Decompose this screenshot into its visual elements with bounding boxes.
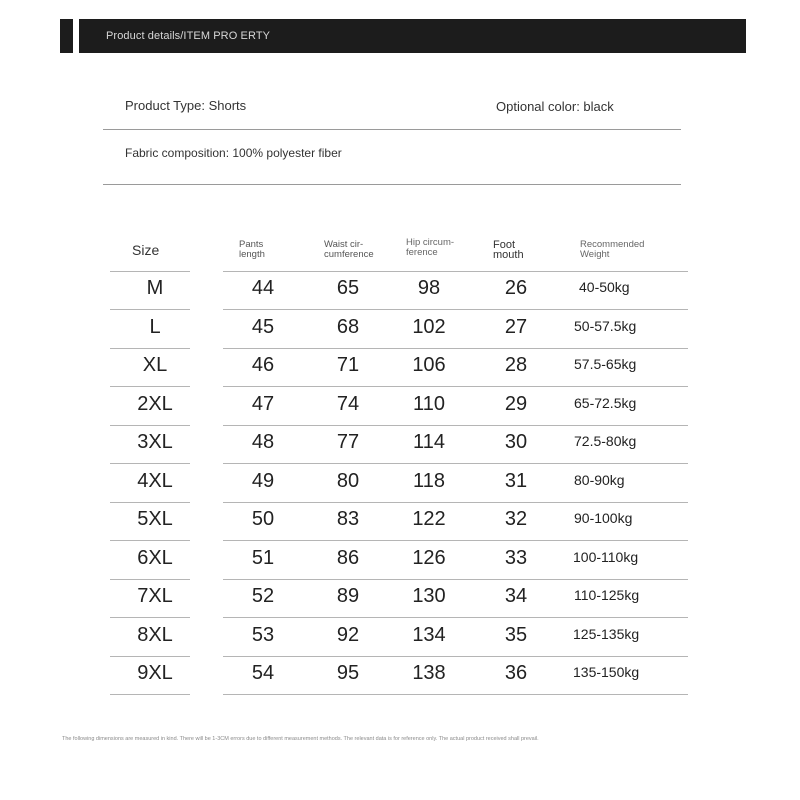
cell-recommended-weight: 65-72.5kg (574, 394, 637, 411)
divider (103, 184, 681, 185)
cell-recommended-weight: 110-125kg (574, 587, 640, 603)
row-divider (223, 502, 688, 503)
cell-pants-length: 52 (251, 585, 275, 607)
cell-pants-length: 45 (251, 315, 275, 338)
cell-waist: 89 (336, 585, 360, 607)
header-divider (223, 271, 688, 272)
row-divider (223, 348, 688, 349)
cell-size: M (146, 277, 164, 299)
row-divider (223, 425, 688, 426)
cell-foot-mouth: 35 (504, 623, 528, 646)
cell-size: 7XL (137, 585, 173, 607)
cell-hip: 126 (412, 546, 446, 569)
cell-recommended-weight: 100-110kg (573, 548, 639, 565)
row-divider (110, 425, 190, 426)
cell-recommended-weight: 57.5-65kg (574, 356, 637, 372)
cell-waist: 68 (336, 315, 360, 338)
cell-size: 8XL (137, 623, 173, 646)
cell-waist: 77 (336, 431, 360, 453)
cell-pants-length: 51 (251, 546, 275, 569)
cell-foot-mouth: 32 (504, 508, 528, 530)
cell-foot-mouth: 26 (504, 277, 528, 299)
cell-size: 2XL (137, 392, 173, 415)
cell-size: 3XL (137, 431, 173, 453)
cell-waist: 83 (336, 508, 360, 530)
row-divider (110, 386, 190, 387)
row-divider (110, 617, 190, 618)
cell-waist: 95 (336, 662, 360, 684)
cell-waist: 86 (336, 546, 360, 569)
banner-title: Product details/ITEM PRO ERTY (106, 30, 271, 42)
cell-waist: 65 (336, 277, 360, 299)
cell-hip: 98 (417, 277, 441, 299)
cell-waist: 80 (336, 469, 360, 492)
cell-hip: 114 (413, 431, 445, 453)
row-divider (223, 656, 688, 657)
cell-size: 9XL (137, 662, 173, 684)
cell-recommended-weight: 135-150kg (573, 664, 640, 680)
cell-foot-mouth: 34 (504, 585, 528, 607)
divider (103, 129, 681, 130)
cell-pants-length: 50 (251, 508, 275, 530)
cell-pants-length: 54 (251, 662, 275, 684)
header-banner (60, 19, 746, 53)
row-divider (223, 694, 688, 695)
row-divider (110, 463, 190, 464)
cell-foot-mouth: 36 (504, 662, 528, 684)
cell-foot-mouth: 30 (504, 431, 528, 453)
footnote: The following dimensions are measured in kind. There will be 1-3CM errors due to different measurement methods. The relevant data is for reference only. The actual product received shall prevail. (62, 736, 539, 742)
cell-foot-mouth: 31 (504, 469, 528, 492)
row-divider (110, 309, 190, 310)
cell-recommended-weight: 125-135kg (573, 625, 640, 642)
optional-color: Optional color: black (496, 99, 614, 114)
cell-hip: 118 (413, 469, 445, 492)
header-size: Size (132, 242, 160, 258)
cell-hip: 130 (412, 585, 446, 607)
row-divider (110, 540, 190, 541)
row-divider (110, 348, 190, 349)
row-divider (223, 617, 688, 618)
row-divider (223, 463, 688, 464)
cell-pants-length: 53 (251, 623, 275, 646)
row-divider (223, 579, 688, 580)
cell-hip: 110 (413, 392, 445, 415)
banner-notch (73, 19, 79, 53)
cell-pants-length: 49 (251, 469, 275, 492)
cell-foot-mouth: 33 (504, 546, 528, 569)
fabric-composition: Fabric composition: 100% polyester fiber (125, 146, 342, 160)
cell-recommended-weight: 50-57.5kg (574, 317, 637, 334)
row-divider (110, 694, 190, 695)
cell-size: 6XL (137, 546, 173, 569)
cell-foot-mouth: 29 (504, 392, 528, 415)
cell-size: 4XL (137, 469, 173, 492)
cell-recommended-weight: 90-100kg (574, 510, 633, 526)
header-pants-length: Pants length (239, 239, 265, 260)
row-divider (110, 502, 190, 503)
cell-waist: 71 (336, 354, 360, 376)
header-foot-mouth: Foot mouth (493, 239, 524, 261)
cell-waist: 74 (336, 392, 360, 415)
cell-hip: 102 (412, 315, 446, 338)
cell-recommended-weight: 72.5-80kg (574, 433, 637, 449)
header-waist: Waist cir- cumference (324, 239, 374, 260)
header-divider (110, 271, 190, 272)
cell-hip: 106 (412, 354, 446, 376)
cell-hip: 122 (412, 508, 446, 530)
cell-pants-length: 48 (251, 431, 275, 453)
cell-recommended-weight: 80-90kg (574, 471, 625, 488)
cell-foot-mouth: 28 (504, 354, 528, 376)
cell-size: 5XL (137, 508, 173, 530)
cell-pants-length: 46 (251, 354, 275, 376)
cell-size: L (149, 315, 161, 338)
row-divider (110, 579, 190, 580)
cell-foot-mouth: 27 (504, 315, 528, 338)
row-divider (110, 656, 190, 657)
cell-waist: 92 (336, 623, 360, 646)
header-weight: Recommended Weight (580, 239, 645, 260)
product-type: Product Type: Shorts (125, 98, 247, 113)
cell-hip: 138 (412, 662, 446, 684)
cell-pants-length: 47 (251, 392, 275, 415)
row-divider (223, 386, 688, 387)
cell-hip: 134 (412, 623, 446, 646)
row-divider (223, 540, 688, 541)
cell-pants-length: 44 (251, 277, 275, 299)
cell-size: XL (142, 354, 168, 376)
cell-recommended-weight: 40-50kg (579, 279, 630, 295)
header-hip: Hip circum- ference (406, 237, 455, 258)
row-divider (223, 309, 688, 310)
